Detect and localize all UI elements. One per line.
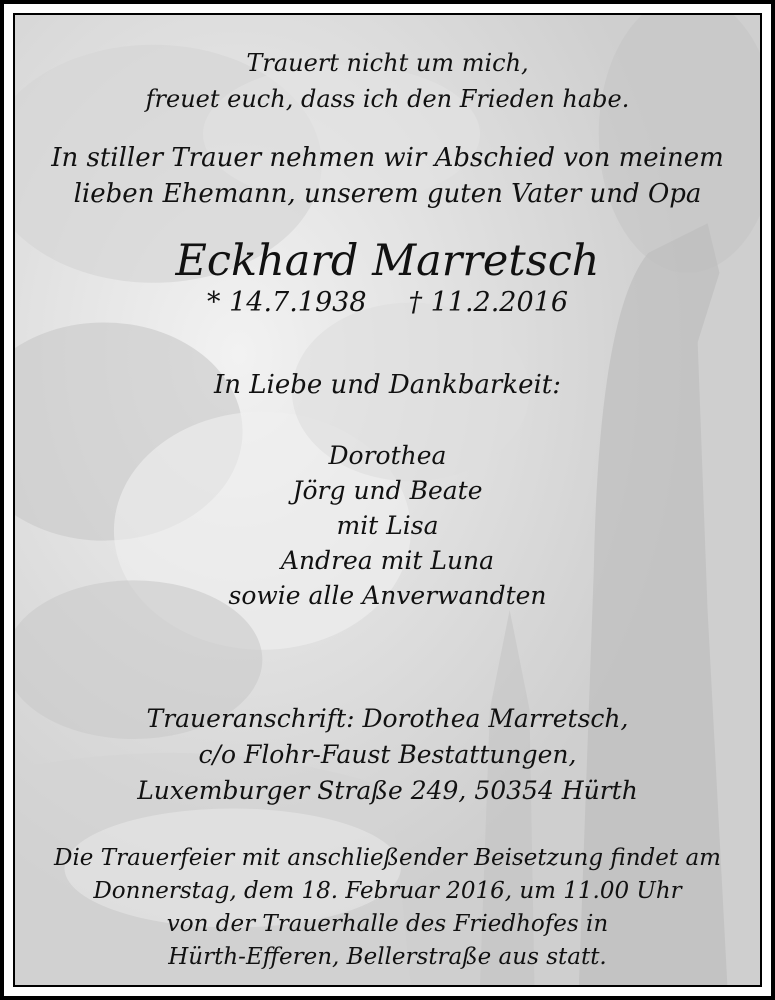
intro-text <box>15 140 760 212</box>
motto <box>15 45 760 117</box>
mourner-line: Dorothea <box>328 441 447 470</box>
mourning-address <box>15 701 760 809</box>
funeral-line: von der Trauerhalle des Friedhofes in <box>166 911 609 937</box>
motto-line: freuet euch, dass ich den Frieden habe. <box>145 85 630 113</box>
address-line: Traueranschrift: Dorothea Marretsch, <box>146 704 629 733</box>
motto-line: Trauert nicht um mich, <box>246 49 529 77</box>
birth-date: * 14.7.1938 <box>207 287 367 318</box>
intro-line: In stiller Trauer nehmen wir Abschied von meinem <box>51 143 724 173</box>
obituary-frame <box>13 13 762 987</box>
mourner-line: Andrea mit Luna <box>280 546 495 575</box>
thanks-heading: In Liebe und Dankbarkeit: <box>213 370 562 400</box>
mourner-line: mit Lisa <box>336 511 439 540</box>
mourner-line: Jörg und Beate <box>292 476 483 505</box>
obituary-text <box>15 15 760 985</box>
address-line: c/o Flohr-Faust Bestattungen, <box>198 740 577 769</box>
address-line: Luxemburger Straße 249, 50354 Hürth <box>137 776 638 805</box>
death-date: † 11.2.2016 <box>408 287 568 318</box>
funeral-notice <box>15 842 760 974</box>
funeral-line: Die Trauerfeier mit anschließender Beisetzung findet am <box>54 845 721 871</box>
funeral-line: Hürth-Efferen, Bellerstraße aus statt. <box>168 944 607 970</box>
mourners-list <box>15 438 760 613</box>
life-dates <box>15 285 760 321</box>
deceased-name: Eckhard Marretsch <box>175 236 600 286</box>
funeral-line: Donnerstag, dem 18. Februar 2016, um 11.00 Uhr <box>93 878 682 904</box>
intro-line: lieben Ehemann, unserem guten Vater und Opa <box>73 179 702 209</box>
mourner-line: sowie alle Anverwandten <box>228 581 547 610</box>
